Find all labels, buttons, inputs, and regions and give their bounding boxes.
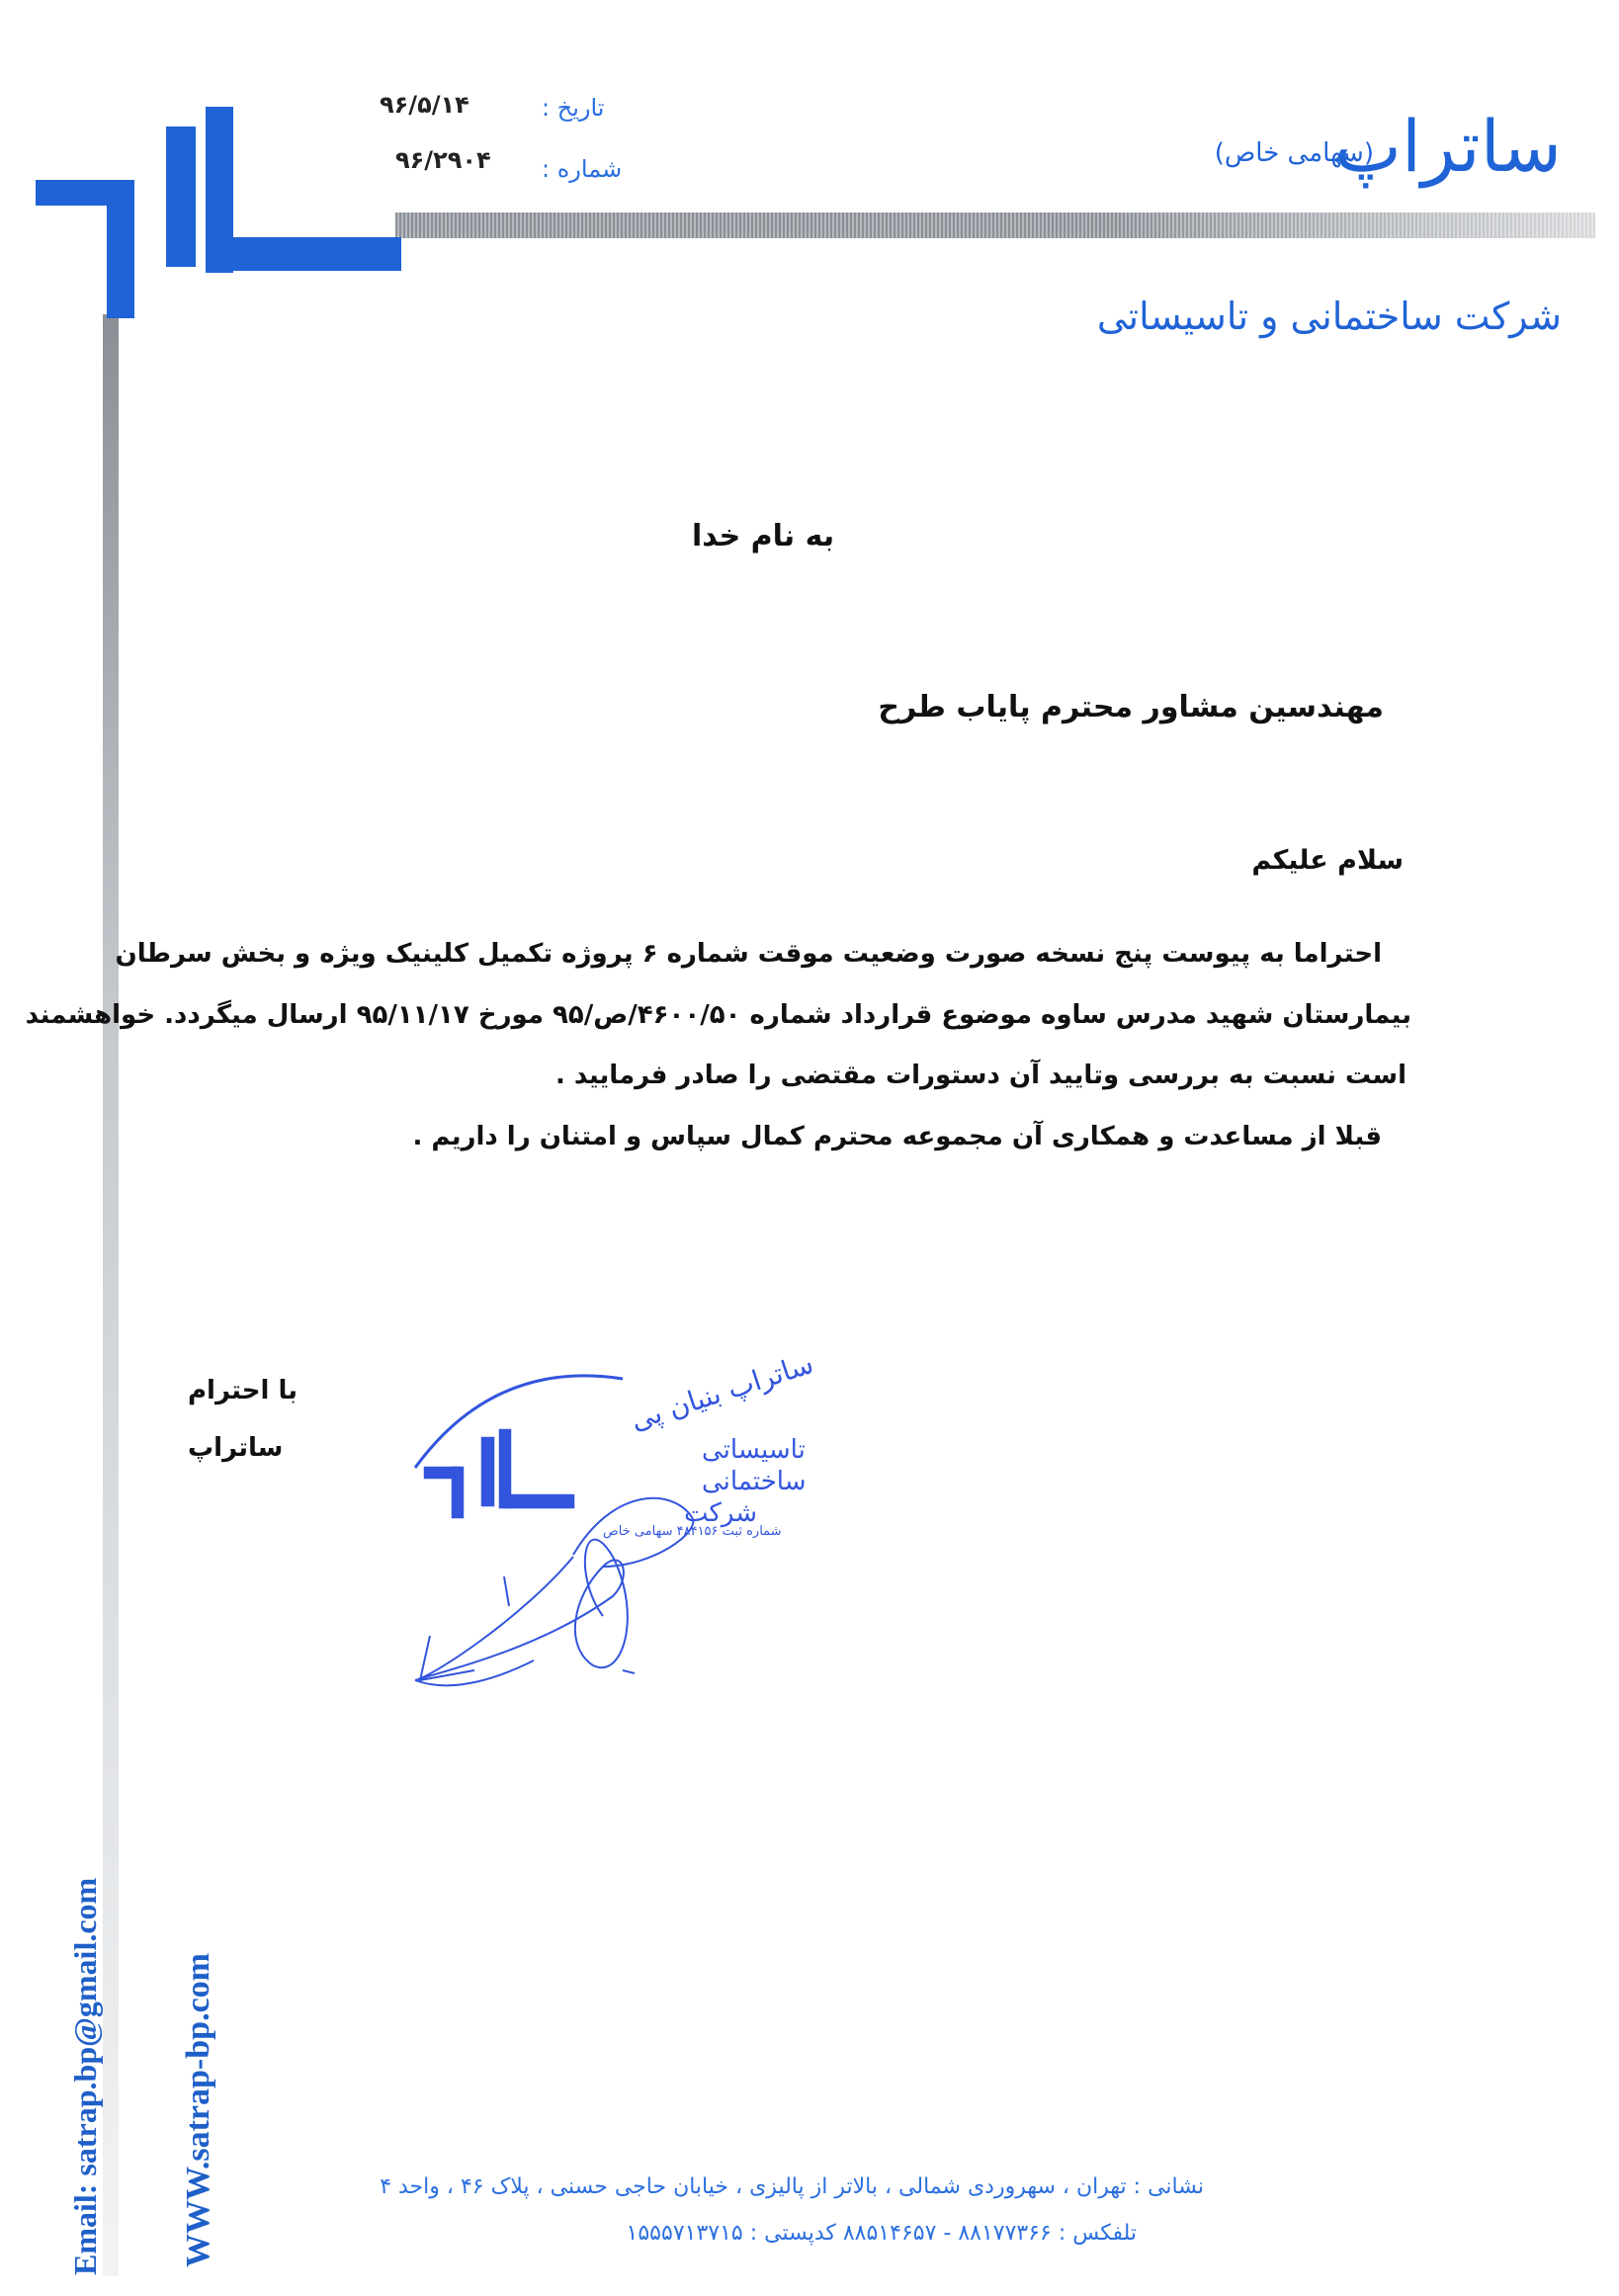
footer-address: نشانی : تهران ، سهروردی شمالی ، بالاتر از پالیزی ، خیابان حاجی حسنی ، پلاک ۴۶ ، واحد ۴ [380, 2174, 1204, 2199]
paragraph-line: بیمارستان شهید مدرس ساوه موضوع قرارداد شماره ۴۶۰۰/۵۰/ص/۹۵ مورخ ۹۵/۱۱/۱۷ ارسال میگردد. خواهشمند [25, 1000, 1411, 1030]
stamp-seal-icon [376, 1319, 817, 1735]
date-value: ۹۶/۵/۱۴ [380, 91, 469, 119]
stamp-registration: شماره ثبت ۴۸۴۱۵۶ سهامی خاص [603, 1524, 782, 1539]
company-description: شرکت ساختمانی و تاسیساتی [1096, 295, 1562, 338]
logo-mark-icon [36, 107, 401, 324]
stamp-line-3: شرکت [684, 1498, 758, 1528]
paragraph-line: است نسبت به بررسی وتایید آن دستورات مقتضی را صادر فرمایید . [554, 1061, 1406, 1090]
date-label: تاریخ : [542, 94, 605, 122]
number-label: شماره : [542, 155, 623, 183]
paragraph-line: احتراما به پیوست پنج نسخه صورت وضعیت موقت شماره ۶ پروژه تکمیل کلینیک ویژه و بخش سرطان [115, 939, 1382, 969]
company-type: (سهامی خاص) [1214, 138, 1374, 168]
header-divider-bar [395, 213, 1595, 238]
number-value: ۹۶/۲۹۰۴ [395, 146, 491, 174]
left-frame-bar [103, 314, 119, 2276]
stamp-line-1: تاسیساتی [702, 1435, 806, 1465]
footer-email[interactable]: Email: satrap.bp@gmail.com [67, 1877, 103, 2275]
company-logo [36, 107, 401, 324]
closing-line: قبلا از مساعدت و همکاری آن مجموعه محترم کمال سپاس و امتنان را داریم . [412, 1122, 1382, 1151]
company-name: ساتراپ [1334, 105, 1562, 188]
basmala: به نام خدا [692, 519, 835, 553]
stamp-line-2: ساختمانی [702, 1467, 807, 1496]
addressee: مهندسین مشاور محترم پایاب طرح [878, 690, 1384, 724]
footer-phone: تلفکس : ۸۸۱۷۷۳۶۶ - ۸۸۵۱۴۶۵۷ کدپستی : ۱۵۵۵۷۱۳۷۱۵ [626, 2221, 1137, 2246]
company-stamp [376, 1319, 817, 1739]
stamp-arc-text: ساتراپ بنیان پی [626, 1346, 817, 1437]
signature-name: ساتراپ [188, 1433, 284, 1463]
footer-website[interactable]: WWW.satrap-bp.com [180, 1953, 216, 2267]
signature-regards: با احترام [188, 1376, 298, 1405]
greeting: سلام علیکم [1251, 845, 1404, 876]
